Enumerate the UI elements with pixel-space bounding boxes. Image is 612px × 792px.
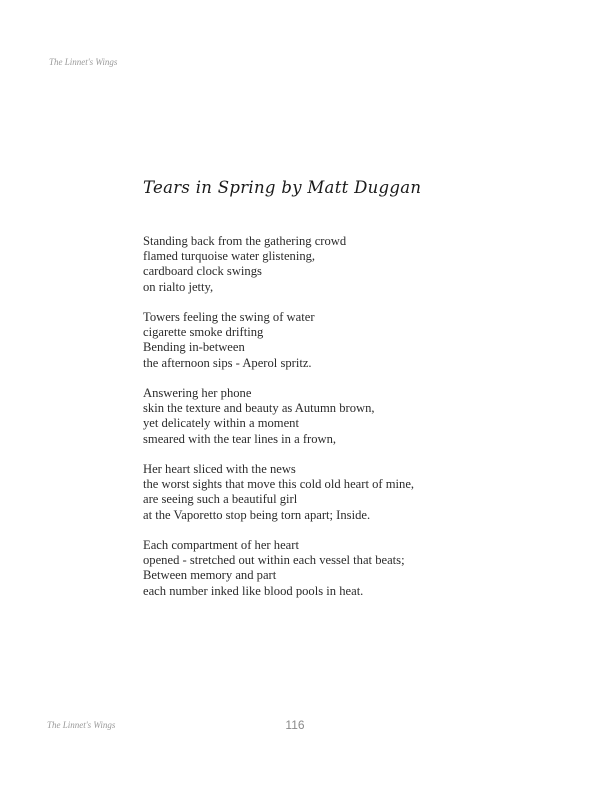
stanza-4 bbox=[143, 462, 563, 523]
poem-line: at the Vaporetto stop being torn apart; Inside. bbox=[143, 507, 371, 522]
poem-line: the afternoon sips - Aperol spritz. bbox=[143, 355, 312, 370]
poem-line: each number inked like blood pools in heat. bbox=[143, 583, 364, 598]
poem-line: skin the texture and beauty as Autumn brown, bbox=[143, 401, 375, 416]
poem-line: Bending in-between bbox=[143, 340, 245, 355]
poem-line: Between memory and part bbox=[143, 568, 277, 583]
poem-line: Towers feeling the swing of water bbox=[143, 310, 315, 324]
stanza-5 bbox=[143, 538, 563, 599]
poem-line: Standing back from the gathering crowd bbox=[143, 234, 347, 248]
poem-line: are seeing such a beautiful girl bbox=[143, 492, 298, 507]
poem-line: flamed turquoise water glistening, bbox=[143, 249, 316, 264]
page-number: 116 bbox=[285, 718, 305, 732]
running-header-title: The Linnet's Wings bbox=[49, 57, 118, 67]
poem-line: cigarette smoke drifting bbox=[143, 325, 264, 340]
poem-line: smeared with the tear lines in a frown, bbox=[143, 431, 337, 446]
poem-line: yet delicately within a moment bbox=[143, 416, 299, 431]
running-footer-title: The Linnet's Wings bbox=[47, 720, 116, 730]
poem-line: on rialto jetty, bbox=[143, 279, 214, 294]
stanza-2 bbox=[143, 310, 563, 371]
poem-line: opened - stretched out within each vessel that beats; bbox=[143, 553, 405, 568]
poem-line: cardboard clock swings bbox=[143, 264, 262, 279]
stanza-3 bbox=[143, 386, 563, 447]
stanza-1 bbox=[143, 234, 563, 295]
poem-line: Answering her phone bbox=[143, 386, 252, 400]
poem-line: Her heart sliced with the news bbox=[143, 462, 296, 476]
poem-body bbox=[143, 234, 563, 614]
poem-line: Each compartment of her heart bbox=[143, 538, 299, 552]
poem-line: the worst sights that move this cold old heart of mine, bbox=[143, 477, 415, 492]
poem-title: Tears in Spring by Matt Duggan bbox=[143, 178, 422, 197]
